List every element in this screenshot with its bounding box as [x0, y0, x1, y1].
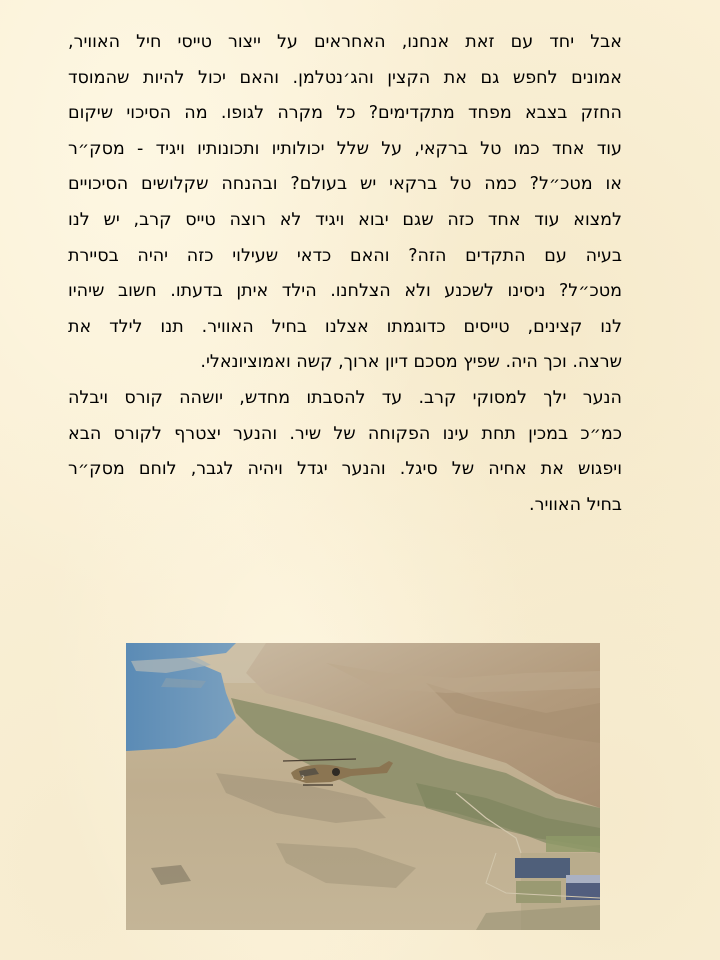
text-line: אמונים לחפש גם את הקצין והג׳נטלמן. והאם יכול להיות שהמוסד	[68, 67, 622, 88]
svg-text:2: 2	[301, 775, 305, 782]
paragraph-1	[68, 25, 622, 381]
text-line: החזק בצבא מפחד מתקדימים? כל מקרה לגופו. מה הסיכוי שיקום	[68, 103, 622, 124]
text-line: בחיל האוויר.	[529, 494, 622, 515]
text-line: אבל יחד עם זאת אנחנו, האחראים על ייצור טייסי חיל האוויר,	[68, 32, 622, 52]
aerial-landscape-image	[126, 643, 600, 930]
text-line: למצוא עוד אחד כזה שגם יבוא ויגיד לא רוצה טייס קרב, יש לנו	[68, 209, 622, 230]
text-line: ויפגוש את אחיה של סיגל. והנער יגדל ויהיה לגבר, לוחם מסק״ר	[68, 459, 622, 480]
text-line: או מטכ״ל? כמה טל ברקאי יש בעולם? ובהנחה שקלושים הסיכויים	[68, 174, 622, 195]
text-line: הנער ילך למסוקי קרב. עד להסבתו מחדש, יושהה קורס ויבלה	[68, 387, 622, 408]
text-line: עוד אחד כמו טל ברקאי, על שלל יכולותיו ותכונותיו ויגיד - מסק״ר	[68, 138, 622, 159]
text-line: לנו קצינים, טייסים כדוגמתו אצלנו בחיל האוויר. תנו לילד את	[68, 316, 622, 337]
text-line: בעיה עם התקדים הזה? והאם כדאי שעילוי כזה יהיה בסיירת	[68, 245, 622, 266]
text-line: מטכ״ל? ניסינו לשכנע ולא הצלחנו. הילד איתן בדעתו. חשוב שיהיו	[68, 281, 622, 302]
article-text	[68, 25, 622, 523]
text-line: שרצה. וכך היה. שפיץ מסכם דיון ארוך, קשה ואמוציונאלי.	[200, 352, 622, 373]
helicopter-aerial-photo	[126, 643, 600, 930]
text-line: כמ״כ במכין תחת עינו הפקוחה של שיר. והנער יצטרף לקורס הבא	[68, 423, 622, 444]
paragraph-2	[68, 381, 622, 523]
